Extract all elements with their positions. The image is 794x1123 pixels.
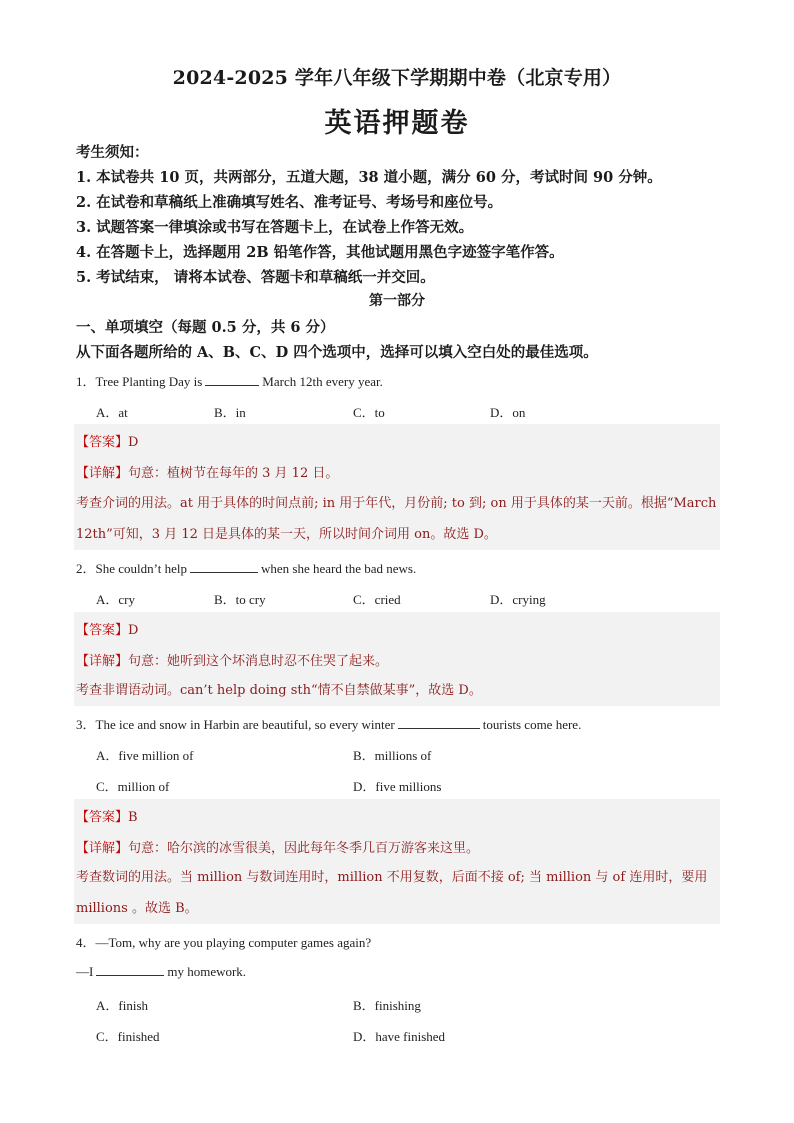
option-c: C．cried	[353, 592, 401, 607]
exam-title: 2024-2025 学年八年级下学期期中卷（北京专用）	[172, 67, 622, 89]
question-4-stem: 4．—Tom, why are you playing computer games again?	[76, 935, 372, 950]
detail-line: 【详解】句意：哈尔滨的冰雪很美，因此每年冬季几百万游客来这里。	[76, 841, 480, 856]
option-c: C．finished	[96, 1029, 160, 1044]
part-heading: 第一部分	[369, 293, 425, 309]
option-c: C．to	[353, 405, 385, 420]
answer-block-1	[74, 424, 720, 550]
question-4-stem-2: —I my homework.	[76, 964, 247, 979]
explanation: 考查非谓语动词。can’t help doing sth“情不自禁做某事”，故选 D。	[76, 683, 482, 698]
answer-blank	[96, 963, 164, 976]
explanation: 考查介词的用法。at 用于具体的时间点前; in 用于年代，月份前; to 到; on 用于具体的某一天前。根据“March 12th”可知，3 月 12 日是具体的某一天，所以时间介词用 on。故选 D。	[76, 496, 717, 542]
explanation: 考查数词的用法。当 million 与数词连用时，million 不用复数，后面不接 of; 当 million 与 of 连用时，要用 millions 。故选 B。	[76, 870, 708, 916]
option-d: D．have finished	[353, 1029, 446, 1044]
option-a: A．at	[96, 405, 128, 420]
notice-item: 1. 本试卷共 10 页，共两部分，五道大题，38 道小题，满分 60 分，考试时间 90 分钟。	[76, 169, 662, 186]
question-2-stem: 2．She couldn’t help when she heard the bad news.	[76, 561, 417, 576]
answer-line: 【答案】B	[76, 810, 138, 825]
option-b: B．in	[214, 405, 246, 420]
answer-line: 【答案】D	[76, 435, 139, 450]
section-instruction: 从下面各题所给的 A、B、C、D 四个选项中，选择可以填入空白处的最佳选项。	[76, 344, 598, 361]
option-a: A．finish	[96, 998, 149, 1013]
option-d: D．crying	[490, 592, 546, 607]
option-c: C．million of	[96, 779, 170, 794]
answer-blank	[205, 373, 259, 386]
notice-item: 4. 在答题卡上，选择题用 2B 铅笔作答，其他试题用黑色字迹签字笔作答。	[76, 244, 564, 261]
answer-blank	[398, 716, 480, 729]
section-heading: 一、单项填空（每题 0.5 分，共 6 分）	[76, 319, 335, 336]
option-b: B．to cry	[214, 592, 266, 607]
option-a: A．cry	[96, 592, 135, 607]
option-d: D．five millions	[353, 779, 442, 794]
notice-heading: 考生须知：	[76, 144, 149, 161]
option-b: B．millions of	[353, 748, 432, 763]
answer-line: 【答案】D	[76, 623, 139, 638]
option-b: B．finishing	[353, 998, 421, 1013]
detail-line: 【详解】句意：她听到这个坏消息时忍不住哭了起来。	[76, 654, 389, 669]
question-3-stem: 3．The ice and snow in Harbin are beautiful, so every winter tourists come here.	[76, 717, 582, 732]
answer-blank	[190, 560, 258, 573]
detail-line: 【详解】句意：植树节在每年的 3 月 12 日。	[76, 466, 339, 481]
exam-subtitle: 英语押题卷	[324, 108, 470, 139]
option-a: A．five million of	[96, 748, 194, 763]
notice-block	[76, 140, 736, 290]
option-d: D．on	[490, 405, 526, 420]
notice-item: 2. 在试卷和草稿纸上准确填写姓名、准考证号、考场号和座位号。	[76, 194, 503, 211]
answer-block-2	[74, 612, 720, 706]
answer-block-3	[74, 799, 720, 924]
question-1-stem: 1．Tree Planting Day is March 12th every year.	[76, 374, 383, 389]
notice-item: 5. 考试结束， 请将本试卷、答题卡和草稿纸一并交回。	[76, 269, 435, 286]
notice-item: 3. 试题答案一律填涂或书写在答题卡上，在试卷上作答无效。	[76, 219, 474, 236]
